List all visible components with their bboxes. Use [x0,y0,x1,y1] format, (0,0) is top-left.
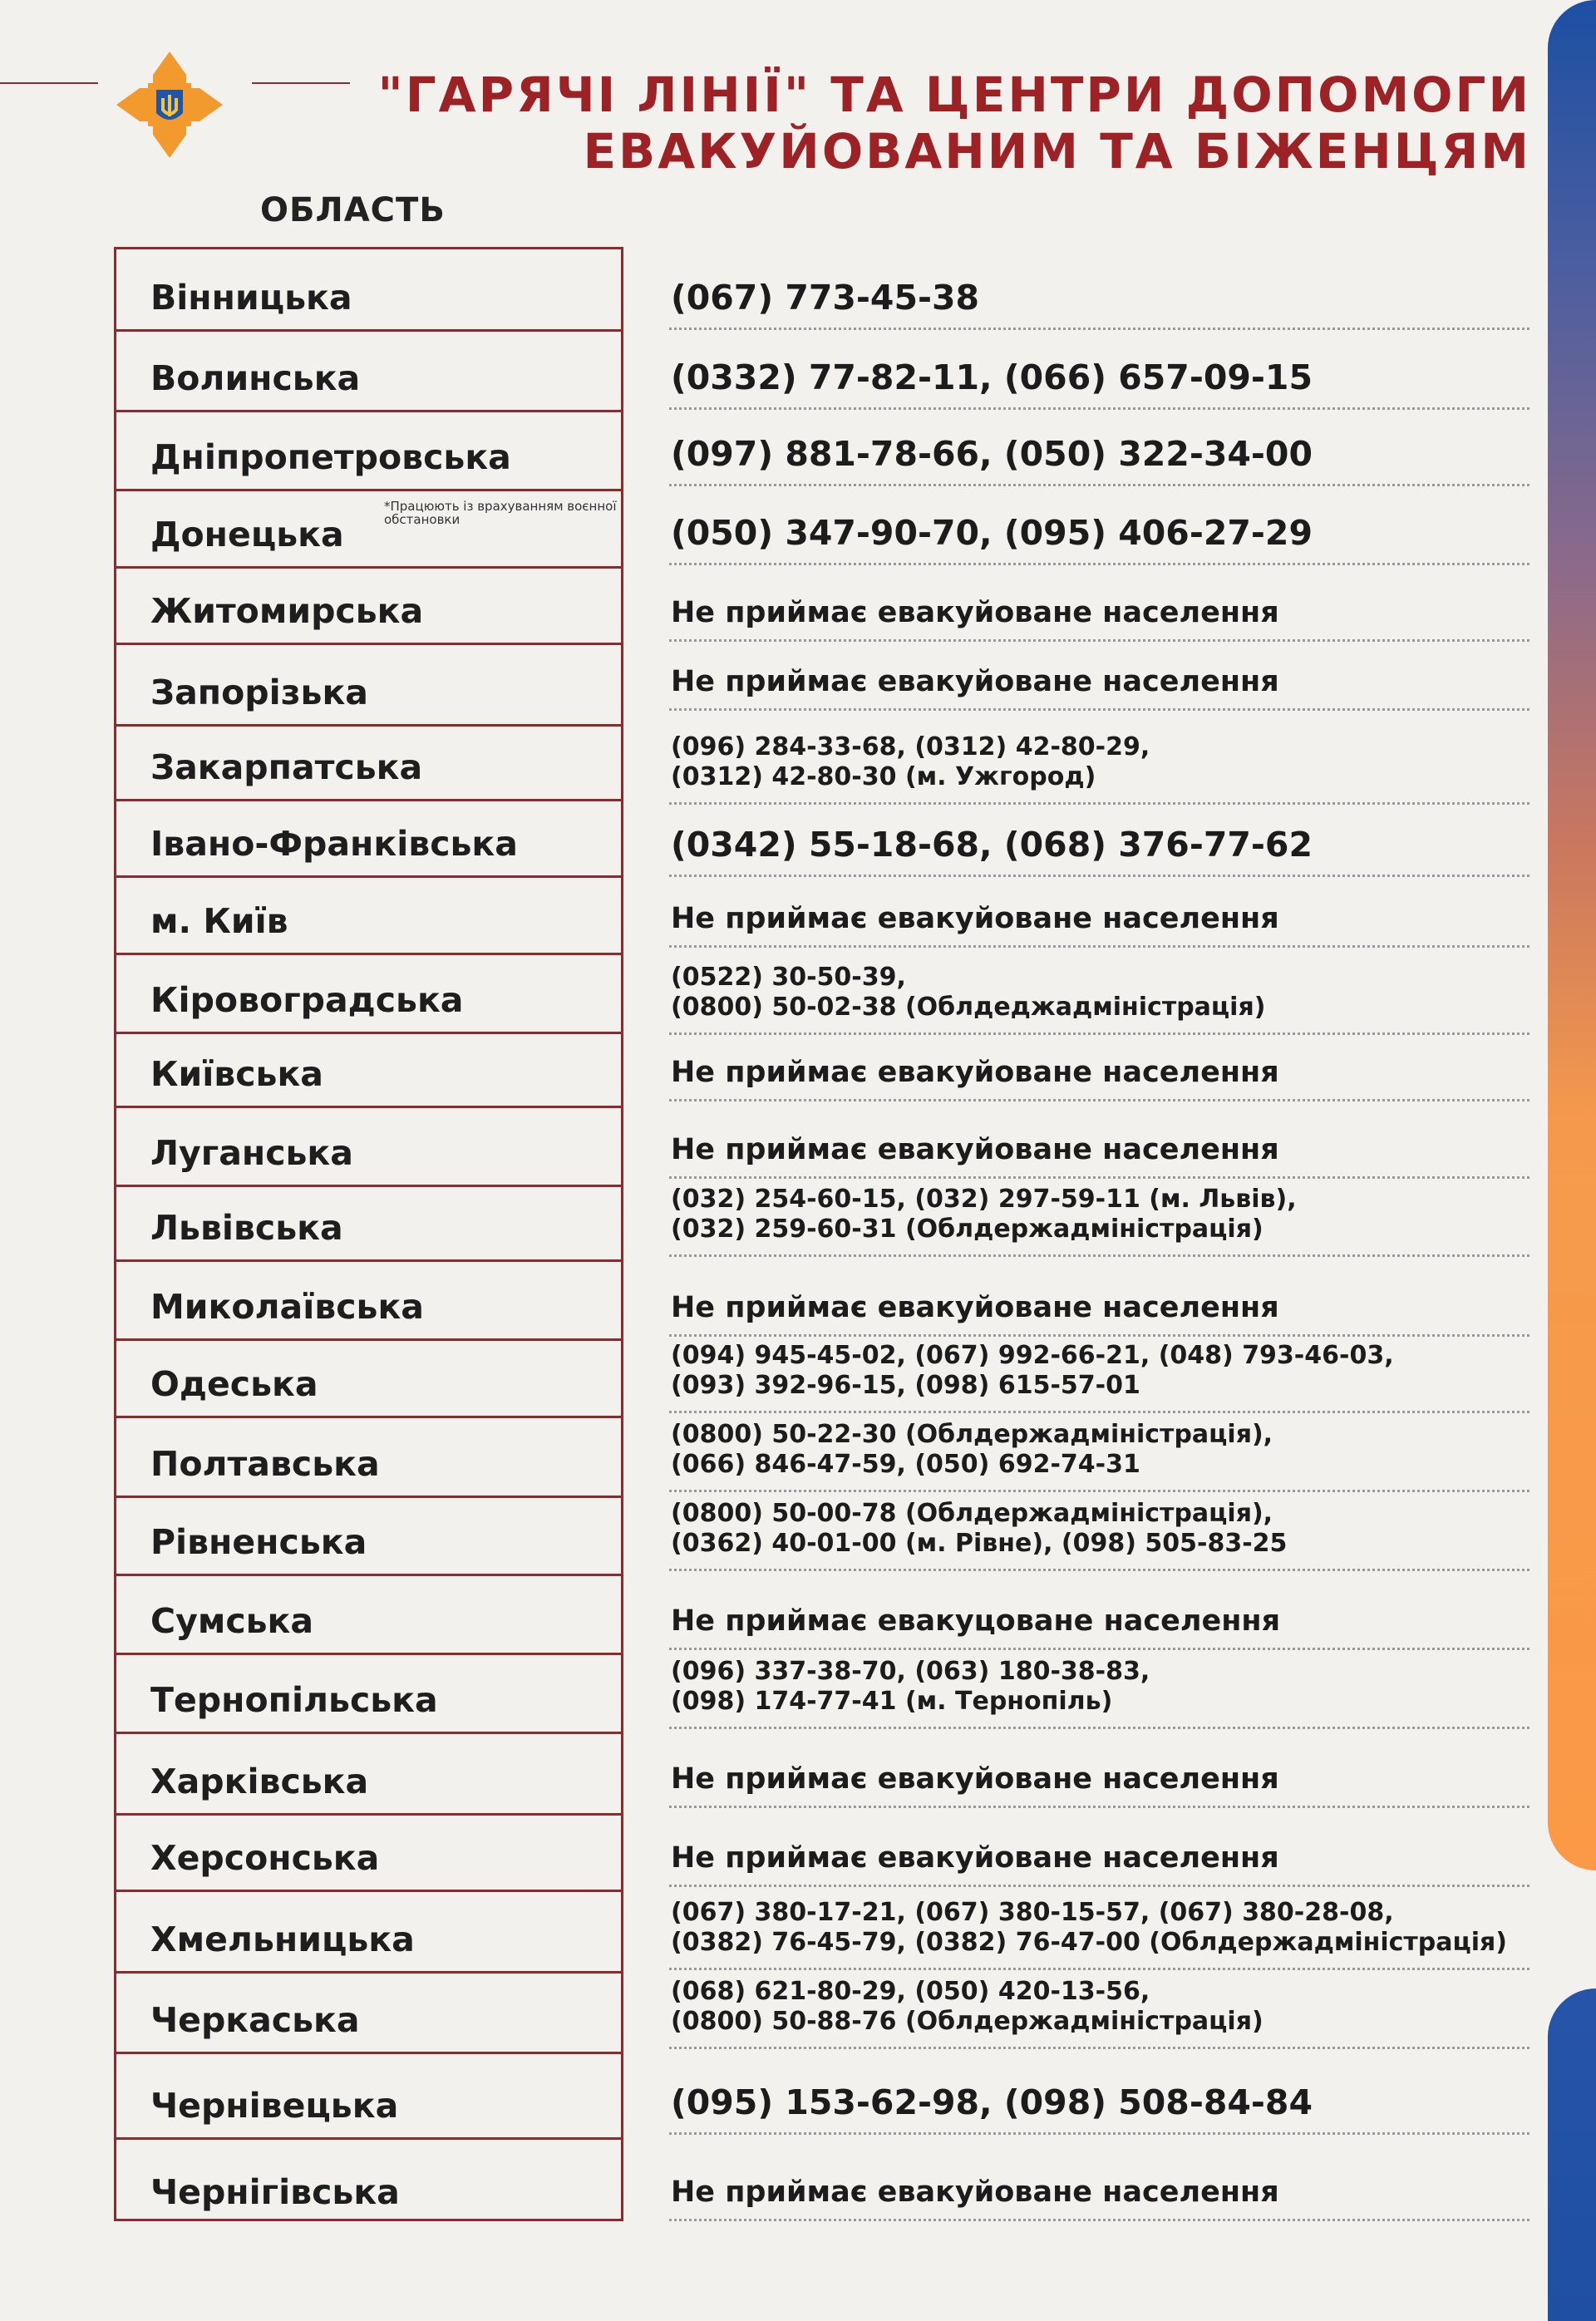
region-note: *Працюють із врахуванням воєнної обстановки [384,499,617,527]
region-name: Харківська [150,1762,369,1801]
phone-numbers: (095) 153-62-98, (098) 508-84-84 [671,2082,1313,2122]
status-text: Не приймає евакуйоване населення [671,1841,1279,1875]
phone-row [669,2135,1530,2221]
status-text: Не приймає евакуйоване населення [671,1056,1279,1089]
region-name: Вінницька [150,278,352,318]
side-gradient-band [1548,0,1596,1870]
phone-row [669,877,1530,948]
region-cell [116,724,621,799]
phone-numbers: (094) 945-45-02, (067) 992-66-21, (048) 793-46-03, (093) 392-96-15, (098) 615-57-01 [671,1341,1394,1400]
region-column-header: ОБЛАСТЬ [260,191,446,229]
region-name: Рівненська [150,1522,367,1562]
region-cell [116,2052,621,2137]
phone-row [669,1492,1530,1571]
region-name: Запорізька [150,673,368,712]
region-name: Львівська [150,1208,343,1248]
phone-numbers: (097) 881-78-66, (050) 322-34-00 [671,434,1313,474]
title-line-2: ЕВАКУЙОВАНИМ ТА БІЖЕНЦЯМ [583,123,1531,180]
phone-row [669,642,1530,711]
region-cell [116,1416,621,1496]
region-cell [116,1574,621,1653]
phone-numbers: (0800) 50-22-30 (Облдержадміністрація), (066) 846-47-59, (050) 692-74-31 [671,1420,1273,1479]
region-name: Миколаївська [150,1287,424,1327]
region-cell [116,489,621,566]
region-cell [116,1106,621,1185]
region-name: Тернопільська [150,1680,438,1720]
region-cell [116,329,621,410]
region-name: Полтавська [150,1444,380,1484]
region-cell [116,1032,621,1106]
region-cell [116,410,621,489]
region-cell [116,953,621,1032]
region-name: Дніпропетровська [150,437,511,477]
title-line-1: "ГАРЯЧІ ЛІНІЇ" ТА ЦЕНТРИ ДОПОМОГИ [377,67,1531,123]
phone-numbers: (067) 773-45-38 [671,278,980,318]
region-name: Чернівецька [150,2086,399,2126]
region-name: Херсонська [150,1838,380,1878]
region-name: Житомирська [150,591,424,631]
region-name: Чернігівська [150,2172,400,2212]
region-name: Кіровоградська [150,980,464,1020]
status-text: Не приймає евакуйоване населення [671,2176,1279,2209]
phone-row [669,410,1530,486]
region-name: Закарпатська [150,747,423,787]
phone-numbers: (096) 337-38-70, (063) 180-38-83, (098) 174-77-41 (м. Тернопіль) [671,1657,1150,1716]
region-cell [116,249,621,329]
phone-row [669,2049,1530,2135]
page-title [367,67,1531,180]
region-cell [116,566,621,643]
region-cell [116,1890,621,1971]
status-text: Не приймає евакуцоване населення [671,1604,1281,1638]
region-cell [116,1732,621,1813]
phone-row [669,1808,1530,1887]
phone-row [669,1887,1530,1970]
region-cell [116,1259,621,1338]
status-text: Не приймає евакуйоване населення [671,1291,1279,1324]
region-cell [116,1496,621,1574]
phone-row [669,1179,1530,1257]
phone-row [669,1413,1530,1492]
status-text: Не приймає евакуйоване населення [671,665,1279,698]
phone-row [669,330,1530,410]
phone-row [669,1571,1530,1650]
region-cell [116,799,621,875]
region-cell [116,1653,621,1732]
region-cell [116,2137,621,2224]
status-text: Не приймає евакуйоване населення [671,596,1279,629]
phone-row [669,486,1530,565]
region-name: Луганська [150,1133,353,1173]
phone-row [669,1729,1530,1808]
region-cell [116,1185,621,1259]
header-rule-left [0,82,98,84]
phone-row [669,1101,1530,1179]
phone-numbers: (0332) 77-82-11, (066) 657-09-15 [671,357,1313,397]
phone-row [669,1337,1530,1413]
phone-numbers: (0342) 55-18-68, (068) 376-77-62 [671,825,1313,865]
phone-row [669,1650,1530,1729]
region-cell [116,1813,621,1890]
phone-numbers: (050) 347-90-70, (095) 406-27-29 [671,513,1313,553]
region-name: Волинська [150,358,361,398]
status-text: Не приймає евакуйоване населення [671,1762,1279,1796]
region-cell [116,1971,621,2052]
phone-row [669,1257,1530,1337]
region-name: Одеська [150,1364,318,1404]
region-table [114,247,623,2221]
region-name: Донецька [150,515,344,554]
region-cell [116,643,621,724]
phone-numbers: (0522) 30-50-39, (0800) 50-02-38 (Облдеджадміністрація) [671,963,1266,1022]
phone-row [669,1970,1530,2049]
phone-numbers: (096) 284-33-68, (0312) 42-80-29, (0312) 42-80-30 (м. Ужгород) [671,732,1150,791]
region-name: Хмельницька [150,1919,415,1959]
phone-numbers: (068) 621-80-29, (050) 420-13-56, (0800) 50-88-76 (Облдержадміністрація) [671,1977,1264,2036]
phone-numbers: (032) 254-60-15, (032) 297-59-11 (м. Львів), (032) 259-60-31 (Облдержадміністрація) [671,1185,1297,1244]
phone-numbers: (0800) 50-00-78 (Облдержадміністрація), (0362) 40-01-00 (м. Рівне), (098) 505-83-25 [671,1499,1288,1558]
status-text: Не приймає евакуйоване населення [671,902,1279,935]
side-blue-band [1548,1988,1596,2321]
status-text: Не приймає евакуйоване населення [671,1133,1279,1166]
phone-row [669,711,1530,805]
region-cell [116,1338,621,1416]
phone-numbers: (067) 380-17-21, (067) 380-15-57, (067) 380-28-08, (0382) 76-45-79, (0382) 76-47-00 (Облдержадміністрація) [671,1898,1508,1957]
header-rule-right [252,82,350,84]
region-name: Сумська [150,1601,314,1641]
phone-row [669,249,1530,330]
region-name: Івано-Франківська [150,824,518,864]
region-name: м. Київ [150,901,288,941]
region-cell [116,875,621,953]
phone-row [669,805,1530,877]
region-name: Черкаська [150,2000,360,2040]
phone-row [669,565,1530,642]
phone-row [669,1035,1530,1101]
phone-row [669,948,1530,1035]
emergency-service-emblem-icon [115,50,224,160]
region-name: Київська [150,1054,323,1094]
